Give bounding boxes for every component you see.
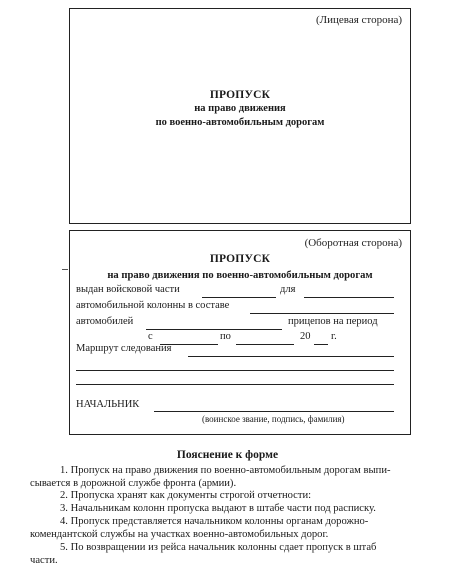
pass-front-card <box>69 8 411 224</box>
unit-field[interactable] <box>202 297 276 298</box>
explanation-p2: 2. Пропуска хранят как документы строгой отчетности: <box>60 490 312 501</box>
explanation-p4b: комендантской службы на участках военно-автомобильных дорог. <box>30 529 329 540</box>
explanation-p3: 3. Начальникам колонн пропуска выдают в штабе части под расписку. <box>60 503 376 514</box>
column-field[interactable] <box>250 313 394 314</box>
to-field[interactable] <box>236 344 294 345</box>
front-title: ПРОПУСК <box>209 89 271 101</box>
route-field-3[interactable] <box>76 384 394 385</box>
margin-dash <box>62 269 68 270</box>
chief-label: НАЧАЛЬНИК <box>76 399 140 410</box>
front-subtitle-line2: по военно-автомобильным дорогам <box>155 117 325 128</box>
for-label: для <box>280 284 296 295</box>
chief-hint: (воинское звание, подпись, фамилия) <box>202 414 345 424</box>
chief-field[interactable] <box>154 411 394 412</box>
front-subtitle-line1: на право движения <box>194 103 286 114</box>
to-label: по <box>220 331 231 342</box>
column-label: автомобильной колонны в составе <box>76 300 230 311</box>
trailers-label: прицепов на период <box>288 316 378 327</box>
explanation-p5a: 5. По возвращении из рейса начальник колонны сдает пропуск в штаб <box>60 542 377 553</box>
route-field-2[interactable] <box>76 370 394 371</box>
explanation-p1b: сывается в дорожной службе фронта (армии). <box>30 478 237 489</box>
back-title: ПРОПУСК <box>209 253 271 265</box>
pass-back-card <box>69 230 411 435</box>
explanation-p1a: 1. Пропуск на право движения по военно-автомобильным дорогам выпи- <box>60 465 391 476</box>
cars-field[interactable] <box>146 329 282 330</box>
back-side-label: (Оборотная сторона) <box>304 237 402 249</box>
year-suffix: г. <box>331 331 337 342</box>
route-label: Маршрут следования <box>76 343 172 354</box>
front-side-label: (Лицевая сторона) <box>316 14 402 26</box>
year-prefix: 20 <box>300 331 311 342</box>
from-label: с <box>148 331 153 342</box>
back-subtitle: на право движения по военно-автомобильным дорогам <box>107 270 373 281</box>
explanation-p5b: части. <box>30 555 58 566</box>
explanation-title: Пояснение к форме <box>176 449 279 461</box>
for-field[interactable] <box>304 297 394 298</box>
route-field-1[interactable] <box>188 356 394 357</box>
year-field[interactable] <box>314 344 328 345</box>
cars-label: автомобилей <box>76 316 134 327</box>
explanation-p4a: 4. Пропуск представляется начальником колонны органам дорожно- <box>60 516 369 527</box>
issued-label: выдан войсковой части <box>76 284 180 295</box>
